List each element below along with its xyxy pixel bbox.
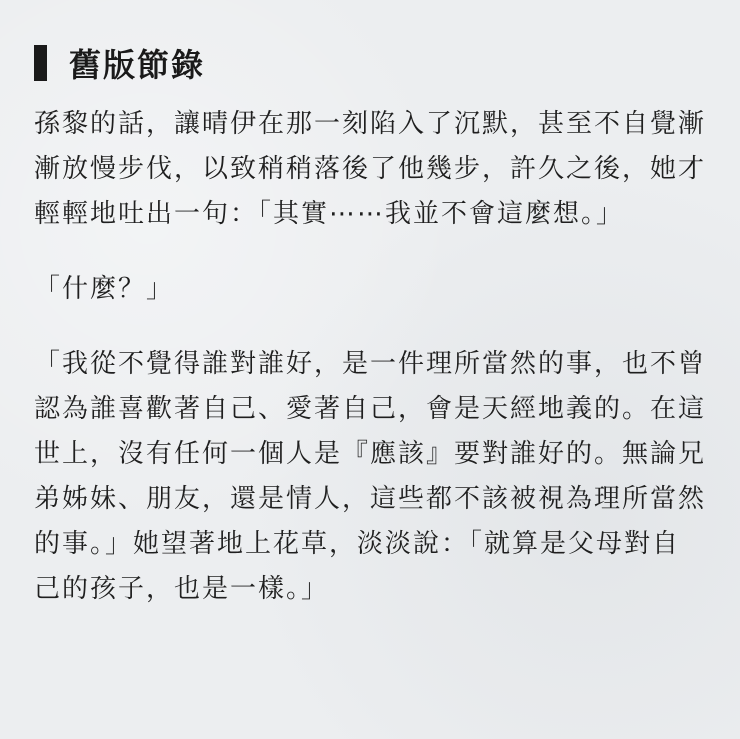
paragraph-1: 孫黎的話，讓晴伊在那一刻陷入了沉默，甚至不自覺漸漸放慢步伐，以致稍稍落後了他幾步，許久之後，她才輕輕地吐出一句：「其實⋯⋯我並不會這麼想。」 [34, 109, 707, 229]
heading-marker-bar [34, 45, 47, 81]
heading-title: 舊版節錄 [69, 46, 206, 84]
paragraph-2: 「什麼？」 [34, 274, 175, 304]
section-heading [34, 38, 706, 88]
paragraph-3: 「我從不覺得誰對誰好，是一件理所當然的事，也不曾認為誰喜歡著自己、愛著自己，會是天經地義的。在這世上，沒有任何一個人是『應該』要對誰好的。無論兄弟姊妹、朋友，還是情人，這些都不該被視為理所當然的事。」她望著地上花草，淡淡說：「就算是父母對自己的孩子，也是一樣。」 [34, 349, 707, 604]
